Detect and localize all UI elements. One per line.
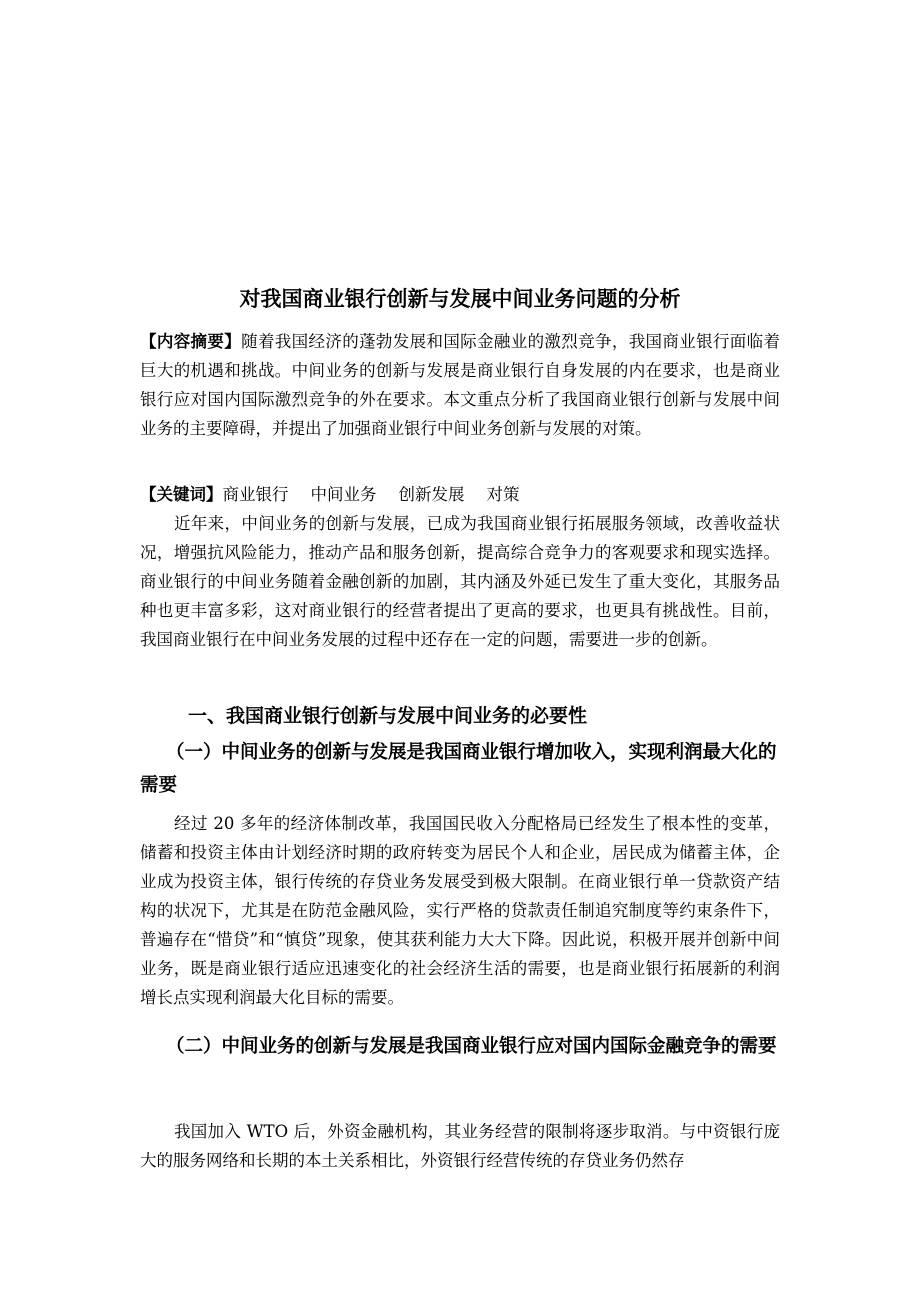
keywords-label: 【关键词】: [140, 485, 223, 504]
subsection-heading-1: （一）中间业务的创新与发展是我国商业银行增加收入，实现利润最大化的需要: [140, 742, 777, 796]
abstract: [140, 327, 780, 443]
abstract-label: 【内容摘要】: [140, 332, 242, 351]
keywords: [140, 480, 780, 509]
keyword-item: 商业银行: [222, 485, 289, 504]
subsection-2-paragraph: 我国加入 WTO 后，外资金融机构，其业务经营的限制将逐步取消。与中资银行庞大的服务网络和长期的本土关系相比，外资银行经营传统的存贷业务仍然存: [140, 1122, 780, 1170]
intro-paragraph: 近年来，中间业务的创新与发展，已成为我国商业银行拓展服务领域，改善收益状况，增强抗风险能力，推动产品和服务创新，提高综合竞争力的客观要求和现实选择。商业银行的中间业务随着金融创新的加剧，其内涵及外延已发生了重大变化，其服务品种也更丰富多彩，这对商业银行的经营者提出了更高的要求，也更具有挑战性。目前，我国商业银行在中间业务发展的过程中还存在一定的问题，需要进一步的创新。: [140, 514, 780, 649]
keyword-item: 中间业务: [310, 485, 377, 504]
section-heading-1: 一、我国商业银行创新与发展中间业务的必要性: [188, 705, 588, 727]
subsection-heading-2: （二）中间业务的创新与发展是我国商业银行应对国内国际金融竞争的需要: [166, 1036, 777, 1057]
paper-title: 对我国商业银行创新与发展中间业务问题的分析: [239, 287, 681, 311]
keyword-item: 对策: [486, 485, 520, 504]
keyword-item: 创新发展: [398, 485, 465, 504]
abstract-text: 随着我国经济的蓬勃发展和国际金融业的激烈竞争，我国商业银行面临着巨大的机遇和挑战。中间业务的创新与发展是商业银行自身发展的内在要求，也是商业银行应对国内国际激烈竞争的外在要求。本文重点分析了我国商业银行创新与发展中间业务的主要障碍，并提出了加强商业银行中间业务创新与发展的对策。: [140, 332, 781, 438]
subsection-1-paragraph: 经过 20 多年的经济体制改革，我国国民收入分配格局已经发生了根本性的变革，储蓄和投资主体由计划经济时期的政府转变为居民个人和企业，居民成为储蓄主体，企业成为投资主体，银行传统的存贷业务发展受到极大限制。在商业银行单一贷款资产结构的状况下，尤其是在防范金融风险，实行严格的贷款责任制追究制度等约束条件下，普遍存在“惜贷”和“慎贷”现象，使其获利能力大大下降。因此说，积极开展并创新中间业务，既是商业银行适应迅速变化的社会经济生活的需要，也是商业银行拓展新的利润增长点实现利润最大化目标的需要。: [140, 814, 780, 1007]
